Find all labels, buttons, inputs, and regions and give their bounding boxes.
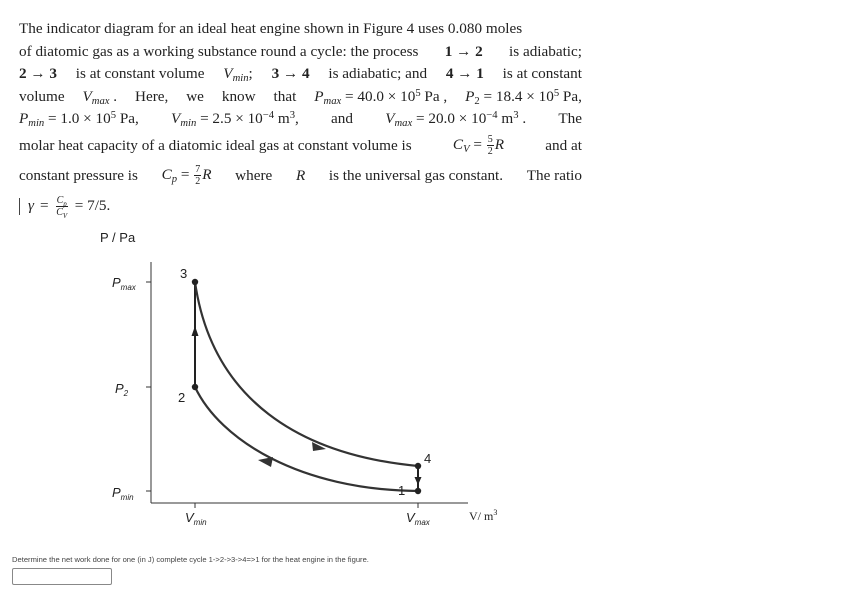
problem-line-2: of diatomic gas as a working substance round a cycle: the process 1 → 2 is adiabatic; [19,42,582,60]
process-3-4-arrow [312,442,326,451]
fraction-cp-over-cv: $\frac{C_p}{C_V}$ [56,194,68,220]
process-3-4-curve [195,282,418,466]
state-point-2 [192,384,198,390]
state-point-3 [192,279,198,285]
state-label-1: 1 [398,483,406,498]
problem-line-5: $P_{min} = 1.0 \times 10^5$ Pa, $V_{min} = 2.5 \times 10^{-4}$ $m^3$, and $V_{max} = 20.0 \times 10^{-4}$ $m^3$ . The [19,110,582,130]
y-tick-label-pmax: $P_{max}$ [112,275,136,292]
process-1-2-arrow [258,457,273,467]
fraction-five-halves: $\frac{5}{2}$ [487,134,493,158]
y-tick-label-pmin: $P_{min}$ [112,485,134,502]
state-point-4 [415,463,421,469]
problem-line-3: 2 → 3 is at constant volume $V_{min}$; 3 → 4 is adiabatic; and 4 → 1 is at constant [19,65,582,85]
problem-line-4: volume $V_{max}$ . Here, we know that $P_{max} = 40.0 \times 10^5$ Pa , $P_2 = 18.4 \times 10^5$ Pa, [19,87,582,107]
process-1-2-curve [195,387,418,491]
problem-line-7: constant pressure is $C_p$ = $\frac{7}{2}$ R where R is the universal gas constant. The ratio [19,164,582,188]
state-label-4: 4 [424,451,432,466]
state-point-1 [415,488,421,494]
y-tick-label-p2: $P_2$ [115,381,129,398]
text-cursor [19,198,20,215]
problem-line-8: γ = $\frac{C_p}{C_V}$ = 7/5. [19,195,582,218]
state-label-3: 3 [180,266,188,281]
x-tick-label-vmin: $V_{min}$ [185,510,207,527]
problem-line-1: The indicator diagram for an ideal heat engine shown in Figure 4 uses 0.080 moles [19,20,523,37]
problem-line-6: molar heat capacity of a diatomic ideal gas at constant volume is $C_V$ = $\frac{5}{2}$ R and at [19,134,582,158]
fraction-seven-halves: $\frac{7}{2}$ [195,164,201,188]
problem-statement [19,18,582,218]
process-2-3-arrow [192,326,199,336]
x-tick-label-vmax: $V_{max}$ [406,510,430,527]
answer-input[interactable] [12,568,112,585]
y-axis-label: P / Pa [100,230,136,245]
state-label-2: 2 [178,390,186,405]
x-axis-label: V/ $m^3$ [469,508,498,523]
question-text: Determine the net work done for one (in J) complete cycle 1->2->3->4=>1 for the heat engine in the figure. [12,555,369,564]
process-4-1-arrow [415,477,422,485]
